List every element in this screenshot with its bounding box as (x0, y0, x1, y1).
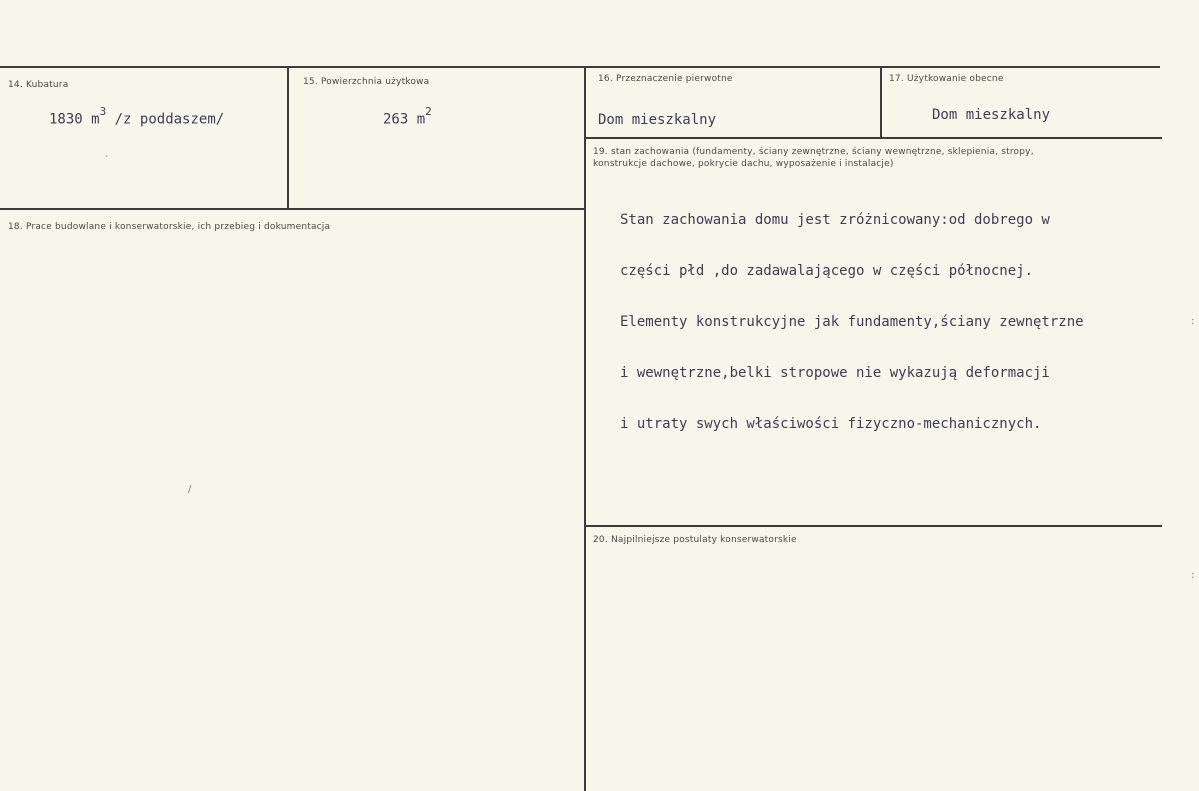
field-18-label: 18. Prace budowlane i konserwatorskie, ich przebieg i dokumentacja (8, 222, 331, 232)
stray-mark: : (1191, 316, 1195, 327)
field-17-label: 17. Użytkowanie obecne (889, 74, 1004, 84)
field-20-label: 20. Najpilniejsze postulaty konserwatorskie (593, 535, 797, 545)
stray-mark: : (1191, 570, 1195, 581)
field-19-text-line: Stan zachowania domu jest zróżnicowany:od dobrego w (620, 212, 1050, 228)
stray-mark: · (105, 152, 109, 163)
field-16-label: 16. Przeznaczenie pierwotne (598, 74, 733, 84)
field-15-exponent: 2 (425, 105, 432, 118)
field-14-exponent: 3 (99, 105, 107, 118)
field-14-suffix: /z poddaszem/ (106, 111, 225, 128)
field-15-area: 263 m (383, 111, 426, 128)
vertical-divider-16-17 (880, 68, 882, 138)
top-border-line (0, 66, 1160, 68)
field-19-text-line: i utraty swych właściwości fizyczno-mechanicznych. (620, 416, 1042, 432)
field-15-label: 15. Powierzchnia użytkowa (303, 77, 430, 87)
vertical-divider-main (584, 68, 586, 791)
field-19-text (620, 178, 1084, 467)
horizontal-line-16-17-bottom (586, 137, 1162, 139)
horizontal-line-14-15-bottom (0, 208, 584, 210)
field-19-label-line1: 19. stan zachowania (fundamenty, ściany zewnętrzne, ściany wewnętrzne, sklepienia, stropy, (593, 147, 1034, 157)
field-19-text-line: i wewnętrzne,belki stropowe nie wykazują deformacji (620, 365, 1050, 381)
field-15-value (383, 105, 432, 128)
vertical-divider-14-15 (287, 68, 289, 210)
field-14-volume: 1830 m (49, 111, 100, 128)
field-14-label: 14. Kubatura (8, 80, 69, 90)
field-19-label-line2: konstrukcje dachowe, pokrycie dachu, wyposażenie i instalacje) (593, 159, 894, 169)
field-19-text-line: Elementy konstrukcyjne jak fundamenty,ściany zewnętrzne (620, 314, 1084, 330)
horizontal-line-19-bottom (586, 525, 1162, 527)
field-16-value: Dom mieszkalny (598, 112, 717, 128)
stray-mark: / (188, 484, 192, 495)
field-17-value: Dom mieszkalny (932, 107, 1051, 123)
field-19-text-line: części płd ,do zadawalającego w części północnej. (620, 263, 1034, 279)
field-14-value (49, 105, 225, 128)
